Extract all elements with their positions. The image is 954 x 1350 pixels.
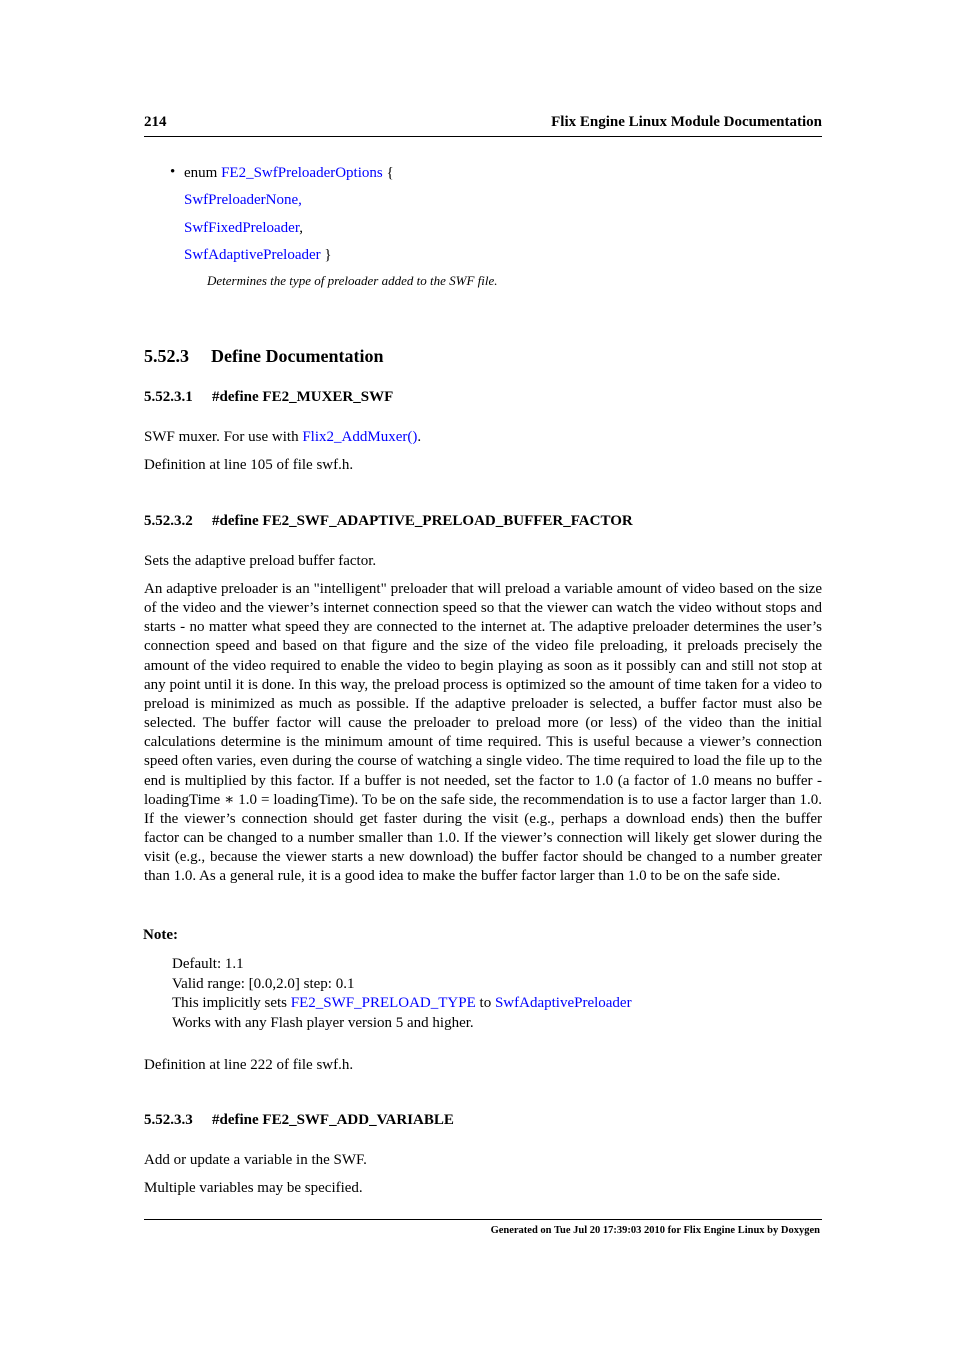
enum-name-link[interactable]: FE2_SwfPreloaderOptions [221, 165, 383, 181]
enum-member-link[interactable]: SwfFixedPreloader [184, 220, 300, 236]
subsection-title: #define FE2_MUXER_SWF [212, 389, 394, 405]
note-default: Default: 1.1 [172, 956, 244, 972]
document-title: Flix Engine Linux Module Documentation [551, 114, 822, 130]
note-flash: Works with any Flash player version 5 and higher. [172, 1014, 474, 1031]
subsection-number: 5.52.3.1 [144, 389, 193, 405]
note-implicit [172, 994, 632, 1014]
brief-description: Sets the adaptive preload buffer factor. [144, 553, 377, 569]
enum-comma: , [299, 220, 303, 236]
note-label: Note: [143, 927, 178, 943]
preload-type-link[interactable]: FE2_SWF_PRELOAD_TYPE [290, 995, 476, 1011]
enum-member-link[interactable]: SwfPreloaderNone [184, 192, 299, 208]
subsection-title: #define FE2_SWF_ADAPTIVE_PRELOAD_BUFFER_FACTOR [212, 513, 633, 529]
function-link[interactable]: Flix2_AddMuxer() [302, 429, 418, 445]
enum-member [184, 219, 303, 238]
enum-open-brace: { [386, 165, 394, 181]
subsection-heading [144, 1112, 454, 1129]
footer-text: Generated on Tue Jul 20 17:39:03 2010 for Flix Engine Linux by Doxygen [490, 1225, 820, 1236]
enum-comma: , [298, 192, 302, 208]
bullet-icon: • [170, 164, 176, 180]
brief-text: SWF muxer. For use with [144, 429, 299, 445]
subsection-number: 5.52.3.3 [144, 1112, 193, 1128]
enum-member-link[interactable]: SwfAdaptivePreloader [184, 247, 321, 263]
brief-period: . [417, 429, 422, 445]
subsection-title: #define FE2_SWF_ADD_VARIABLE [212, 1112, 454, 1128]
detailed-description: An adaptive preloader is an "intelligent" preloader that will preload a variable amount of video based on the size of the video and the viewer’s internet connection speed so that the viewer can watch the video without stops and starts - no matter what speed they are connected to the internet at. The adaptive preloader determines the user’s connection speed and based on that figure and the size of the video file preloading, it preloads precisely the amount of the video required to enable the video to begin playing as soon as it possibly can and still not stop at any point until it is done. In this way, the preload process is optimized so the amount of time taken for a video to preload is minimized as much as possible. If the adaptive preloader is selected, a buffer factor must also be selected. The buffer factor will cause the preloader to preload more (or less) of the video than the initial calculations determine is the minimum amount of time required. This is useful because a viewer’s connection speed often varies, even during the course of watching a single video. The time required to load the file up to the end is multiplied by this factor. If a buffer is not needed, set the factor to 1.0 (a factor of 1.0 means no buffer - loadingTime ∗ 1.0 = loadingTime). To be on the safe side, the recommendation is to use a factor larger than 1.0. If the viewer’s connection should get faster during the visit (e.g., perhaps a download ends) then the buffer factor can be changed to a number smaller than 1.0. If the viewer’s connection will likely get slower during the visit (e.g., because the viewer starts a new download) the buffer factor should be changed to a number greater than 1.0. As a general rule, it is a good idea to make the buffer factor larger than 1.0 to be on the safe side. [144, 581, 822, 885]
subsection-heading [144, 389, 393, 406]
enum-close-brace: } [324, 247, 332, 263]
brief-description: Add or update a variable in the SWF. [144, 1152, 367, 1168]
page-footer [144, 1219, 822, 1236]
note-range: Valid range: [0.0,2.0] step: 0.1 [172, 975, 355, 992]
section-heading [144, 346, 383, 367]
enum-description: Determines the type of preloader added to the SWF file. [207, 273, 498, 288]
subsection-heading [144, 513, 633, 530]
enum-member [184, 246, 332, 265]
note-block [172, 955, 632, 1033]
adaptive-preloader-link[interactable]: SwfAdaptivePreloader [494, 995, 632, 1011]
note-text: to [479, 995, 492, 1011]
brief-description [144, 428, 421, 447]
definition-location: Definition at line 222 of file swf.h. [144, 1057, 354, 1073]
page-header [144, 114, 822, 137]
section-title: Define Documentation [211, 346, 384, 366]
note-text: This implicitly sets [172, 995, 287, 1011]
enum-declaration [184, 164, 394, 183]
definition-location: Definition at line 105 of file swf.h. [144, 457, 354, 473]
page-number: 214 [144, 114, 167, 130]
section-number: 5.52.3 [144, 346, 189, 366]
enum-member [184, 191, 302, 210]
enum-keyword: enum [184, 165, 218, 181]
detailed-description: Multiple variables may be specified. [144, 1180, 363, 1196]
subsection-number: 5.52.3.2 [144, 513, 193, 529]
